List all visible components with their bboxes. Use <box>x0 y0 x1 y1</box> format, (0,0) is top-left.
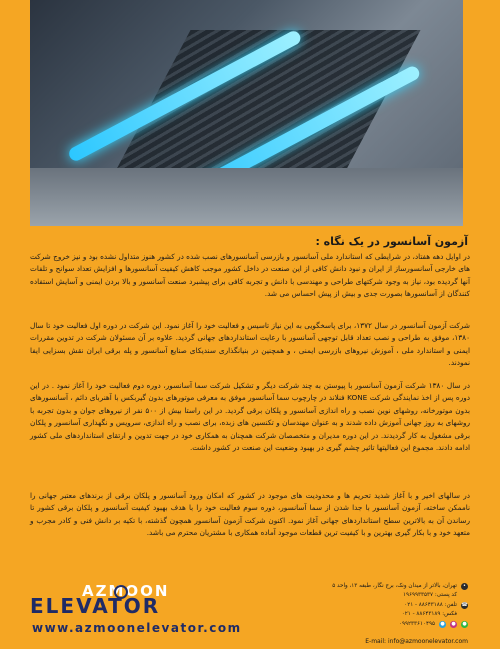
address-text: تهران، بالاتر از میدان ونک، برج نگار، طبقه ۱۳، واحد ۵ <box>332 583 457 589</box>
mobile-row <box>278 620 468 629</box>
phone-row <box>278 601 468 610</box>
fax-text: فکس: ۸۸۶۴۳۱۸۹ - ۰۲۱ <box>401 611 457 618</box>
phone-text[interactable]: تلفن: ۸۸۶۴۳۱۸۸ - ۰۲۱ <box>404 601 457 608</box>
postal-code-text: کد پستی: ۱۹۶۹۹۳۳۵۳۷ <box>403 592 457 599</box>
logo-bottom-text: ELEVATOR <box>30 594 161 618</box>
article-title: آزمون آسانسور در یک نگاه : <box>315 235 468 248</box>
paragraph-3: در سال ۱۳۸۰ شرکت آزمون آسانسور با پیوستن به چند شرکت دیگر و تشکیل شرکت سما آسانسور، دوره دوم فعالیت خود را آغاز نمود . در این دوره پس از اخذ نمایندگی شرکت KONE فنلاند در چارچوب سما آسانسور موفق به معرفی موتورهای بدون گیربکس با آهنربای دائم ، آسانسورهای بدون موتورخانه، روشهای نوین نصب و راه اندازی آسانسور و پلکان برقی گردید. در این راستا بیش از ۵۰۰ نفر از نیروهای جوان و بدون تجربه با روشهای به روز جهانی آموزش داده شدند و به عنوان مهندسان و تکنسین های زبده، برای نصب و راه اندازی، سرویس و نگهداری آسانسور و پلکان برقی مشغول به کار گردیدند. در این دوره مدیران و متخصصان شرکت همچنان به همکاری خود در جهت تدوین و ارتقای استانداردهای ملی کشور ادامه دادند. مجموع این فعالیتها تاثیر چشم گیری در بهبود وضعیت این صنعت در کشور داشت. <box>30 381 470 453</box>
whatsapp-icon[interactable]: ● <box>462 620 467 627</box>
email-link[interactable]: E-mail: info@azmoonelevator.com <box>365 638 468 645</box>
paragraph-2: شرکت آزمون آسانسور در سال ۱۳۷۲، برای پاسخگویی به این نیاز تاسیس و فعالیت خود را آغاز نمود. این شرکت در دوره اول فعالیت خود تا سال ۱۳۸۰، موفق به طراحی و نصب تعداد قابل توجهی آسانسور با رعایت استانداردهای جهانی گردید. علاوه بر آن مسئولان شرکت در تدوین مقررات ایمنی و استاندارد ملی ، آموزش نیروهای بازرسی ایمنی ، و همچنین در بنیانگذاری سندیکای صنایع آسانسور و پله برقی ایران نقش بسزایی ایفا نمودند. <box>30 321 471 368</box>
phone-icon: ☎ <box>461 601 468 608</box>
logo-top-text: AZMOON <box>82 582 170 600</box>
fax-row <box>278 610 468 619</box>
paragraph-1: در اوایل دهه هفتاد، در شرایطی که استاندارد ملی آسانسور و بازرسی آسانسورهای نصب شده در کشور هنوز متداول نشده بود و نیز خروج شرکت های خارجی آسانسورساز از ایران و نبود دانش کافی از این صنعت در داخل کشور موجب کاهش کیفیت آسانسورها و افزایش تعداد سوانح و تلفات آنها گردیده بود، نیاز به وجود شرکتهای طراحی و مهندسی با دانش و تجربه کافی برای پیشبرد صنعت آسانسور و بالا بردن ایمنی و آسایش استفاده کنندگان از آسانسورها بصورت جدی و بیش از پیش احساس می شد. <box>30 252 470 299</box>
paragraph-4: در سالهای اخیر و با آغاز شدید تحریم ها و محدودیت های موجود در کشور که امکان ورود آسانسور و پلکان برقی از برندهای معتبر جهانی را ناممکن ساخته، آزمون آسانسور با جدا شدن از سما آسانسور، دوره سوم فعالیت خود را با هدف بهبود کیفیت آسانسور و پلکان برقی کشور تا رساندن آن به بالاترین سطح استانداردهای جهانی آغاز نمود. اکنون شرکت آزمون آسانسور همچون گذشته، با تکیه بر دانش فنی و کادر مجرب و متعهد خود و با بکار گیری بهترین و با کیفیت ترین قطعات موجود آماده همکاری با مشتریان محترم می باشد. <box>30 491 470 538</box>
location-icon: • <box>461 583 468 590</box>
contact-block <box>278 582 468 629</box>
instagram-icon[interactable]: ● <box>451 620 456 627</box>
postal-row <box>278 591 468 600</box>
address-row <box>278 582 468 591</box>
telegram-icon[interactable]: ● <box>440 620 445 627</box>
website-link[interactable]: www.azmoonelevator.com <box>32 621 242 635</box>
floor <box>30 168 463 226</box>
hero-escalator-image <box>30 0 463 226</box>
mobile-text[interactable]: ۰۹۹۲۳۳۶۱۰۴۹۵ <box>398 620 435 627</box>
